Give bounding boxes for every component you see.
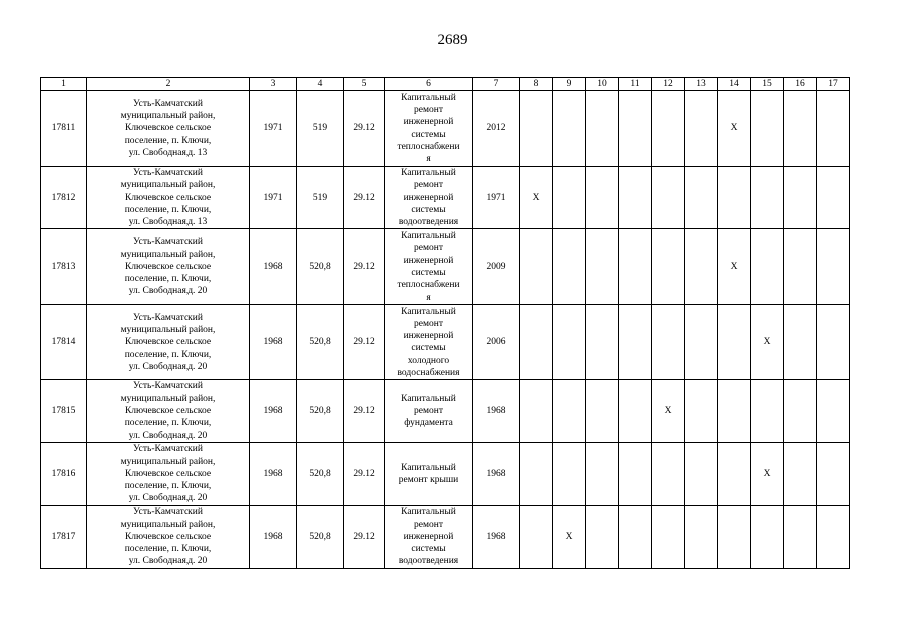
column-number: 3 [250, 78, 297, 91]
address-line: поселение, п. Ключи, [124, 135, 212, 146]
mark-cell [520, 442, 553, 505]
year-repair-cell: 1968 [473, 380, 520, 442]
mark-cell [685, 229, 718, 305]
mark-cell [817, 229, 850, 305]
address-line: Усть-Камчатский [133, 507, 203, 518]
address-line: поселение, п. Ключи, [124, 204, 212, 215]
address-line: Ключевское сельское [124, 261, 212, 272]
work-type-line: водоотведения [398, 556, 459, 567]
address-line: поселение, п. Ключи, [124, 274, 212, 285]
area-cell: 519 [297, 91, 344, 167]
date-cell: 29.12 [344, 91, 385, 167]
table-row [41, 91, 850, 167]
work-type-line: Капитальный [401, 462, 456, 473]
work-type-line: инженерной [403, 255, 454, 266]
work-type-line: теплоснабжени [397, 280, 460, 291]
mark-cell [586, 305, 619, 380]
column-number: 16 [784, 78, 817, 91]
work-type-line: системы [411, 343, 446, 354]
work-type-line: Капитальный [401, 92, 456, 103]
year-built-cell: 1968 [250, 305, 297, 380]
register-table [40, 77, 850, 569]
mark-cell [718, 442, 751, 505]
mark-cell [784, 167, 817, 229]
column-number-row [41, 78, 850, 91]
table-row [41, 442, 850, 505]
address-line: ул. Свободная,д. 20 [128, 493, 208, 504]
work-type-cell [385, 167, 473, 229]
work-type-line: ремонт [414, 104, 443, 115]
mark-cell [718, 305, 751, 380]
year-repair-cell: 2006 [473, 305, 520, 380]
mark-cell [751, 91, 784, 167]
mark-cell [586, 229, 619, 305]
date-cell: 29.12 [344, 167, 385, 229]
work-type-line: ремонт крыши [398, 474, 459, 485]
mark-cell [652, 91, 685, 167]
row-id-cell: 17815 [41, 380, 87, 442]
mark-cell [553, 167, 586, 229]
area-cell: 520,8 [297, 229, 344, 305]
address-cell [87, 380, 250, 442]
mark-cell: X [751, 442, 784, 505]
mark-cell [619, 91, 652, 167]
work-type-line: холодного [407, 355, 450, 366]
mark-cell [784, 229, 817, 305]
mark-cell [718, 505, 751, 568]
area-cell: 520,8 [297, 442, 344, 505]
address-line: Усть-Камчатский [133, 381, 203, 392]
mark-cell [619, 442, 652, 505]
area-cell: 520,8 [297, 380, 344, 442]
work-type-line: Капитальный [401, 507, 456, 518]
address-line: муниципальный район, [120, 249, 216, 260]
column-number: 1 [41, 78, 87, 91]
mark-cell [553, 91, 586, 167]
column-number: 8 [520, 78, 553, 91]
work-type-line: Капитальный [401, 168, 456, 178]
mark-cell [652, 305, 685, 380]
work-type-line: ремонт [414, 243, 443, 254]
column-number: 6 [385, 78, 473, 91]
work-type-line: ремонт [414, 318, 443, 329]
work-type-cell [385, 305, 473, 380]
mark-cell [784, 505, 817, 568]
column-number: 5 [344, 78, 385, 91]
address-line: ул. Свободная,д. 13 [128, 217, 208, 228]
address-cell [87, 229, 250, 305]
date-cell: 29.12 [344, 442, 385, 505]
row-id-cell: 17813 [41, 229, 87, 305]
work-type-line: я [426, 154, 431, 165]
address-line: Ключевское сельское [124, 468, 212, 479]
address-line: поселение, п. Ключи, [124, 481, 212, 492]
date-cell: 29.12 [344, 305, 385, 380]
mark-cell [586, 442, 619, 505]
row-id-cell: 17817 [41, 505, 87, 568]
mark-cell [685, 91, 718, 167]
work-type-line: я [426, 292, 431, 303]
address-line: Усть-Камчатский [133, 98, 203, 109]
date-cell: 29.12 [344, 505, 385, 568]
mark-cell [619, 167, 652, 229]
area-cell: 520,8 [297, 305, 344, 380]
address-cell [87, 167, 250, 229]
row-id-cell: 17811 [41, 91, 87, 167]
work-type-line: Капитальный [401, 393, 456, 404]
column-number: 10 [586, 78, 619, 91]
year-repair-cell: 1968 [473, 505, 520, 568]
column-number: 14 [718, 78, 751, 91]
year-repair-cell: 2009 [473, 229, 520, 305]
year-repair-cell: 2012 [473, 91, 520, 167]
work-type-line: Капитальный [401, 231, 456, 242]
work-type-line: системы [411, 544, 446, 555]
address-line: Ключевское сельское [124, 192, 212, 203]
address-cell [87, 91, 250, 167]
address-line: ул. Свободная,д. 13 [128, 147, 208, 158]
mark-cell: X [652, 380, 685, 442]
mark-cell [685, 380, 718, 442]
mark-cell [817, 505, 850, 568]
address-cell [87, 505, 250, 568]
address-line: поселение, п. Ключи, [124, 544, 212, 555]
mark-cell [652, 505, 685, 568]
year-built-cell: 1968 [250, 505, 297, 568]
table-row [41, 167, 850, 229]
mark-cell [817, 442, 850, 505]
work-type-line: инженерной [403, 531, 454, 542]
table-row [41, 505, 850, 568]
address-line: Усть-Камчатский [133, 237, 203, 248]
mark-cell [520, 305, 553, 380]
address-line: Усть-Камчатский [133, 444, 203, 455]
area-cell: 520,8 [297, 505, 344, 568]
mark-cell [751, 505, 784, 568]
mark-cell [553, 442, 586, 505]
work-type-cell [385, 91, 473, 167]
work-type-cell [385, 229, 473, 305]
mark-cell [784, 442, 817, 505]
mark-cell [586, 505, 619, 568]
mark-cell [685, 505, 718, 568]
address-line: ул. Свободная,д. 20 [128, 286, 208, 297]
mark-cell: X [751, 305, 784, 380]
mark-cell [619, 505, 652, 568]
address-line: ул. Свободная,д. 20 [128, 556, 208, 567]
mark-cell [652, 442, 685, 505]
mark-cell [751, 167, 784, 229]
mark-cell [652, 167, 685, 229]
mark-cell [784, 305, 817, 380]
mark-cell [553, 380, 586, 442]
work-type-line: ремонт [414, 180, 443, 191]
address-line: муниципальный район, [120, 325, 216, 336]
work-type-line: водоотведения [398, 217, 459, 228]
mark-cell [520, 380, 553, 442]
column-number: 7 [473, 78, 520, 91]
year-repair-cell: 1971 [473, 167, 520, 229]
address-line: Усть-Камчатский [133, 312, 203, 323]
mark-cell: X [520, 167, 553, 229]
address-line: муниципальный район, [120, 519, 216, 530]
column-number: 17 [817, 78, 850, 91]
address-line: муниципальный район, [120, 111, 216, 122]
work-type-line: ремонт [414, 519, 443, 530]
work-type-line: фундамента [404, 418, 453, 429]
address-line: Ключевское сельское [124, 123, 212, 134]
mark-cell [718, 167, 751, 229]
work-type-line: системы [411, 129, 446, 140]
work-type-line: системы [411, 204, 446, 215]
table-row [41, 229, 850, 305]
mark-cell [586, 380, 619, 442]
mark-cell [619, 380, 652, 442]
mark-cell [520, 229, 553, 305]
mark-cell [817, 167, 850, 229]
address-line: муниципальный район, [120, 456, 216, 467]
work-type-line: инженерной [403, 331, 454, 342]
date-cell: 29.12 [344, 229, 385, 305]
mark-cell [784, 91, 817, 167]
mark-cell [652, 229, 685, 305]
work-type-cell [385, 442, 473, 505]
mark-cell: X [718, 91, 751, 167]
mark-cell [685, 305, 718, 380]
address-line: муниципальный район, [120, 393, 216, 404]
mark-cell: X [718, 229, 751, 305]
mark-cell [817, 380, 850, 442]
mark-cell [817, 305, 850, 380]
address-line: ул. Свободная,д. 20 [128, 430, 208, 441]
mark-cell [817, 91, 850, 167]
column-number: 4 [297, 78, 344, 91]
mark-cell [784, 380, 817, 442]
mark-cell [586, 91, 619, 167]
address-line: Ключевское сельское [124, 337, 212, 348]
address-line: муниципальный район, [120, 180, 216, 191]
work-type-line: системы [411, 267, 446, 278]
column-number: 2 [87, 78, 250, 91]
row-id-cell: 17814 [41, 305, 87, 380]
year-repair-cell: 1968 [473, 442, 520, 505]
work-type-line: ремонт [414, 406, 443, 417]
mark-cell [520, 91, 553, 167]
column-number: 15 [751, 78, 784, 91]
mark-cell [619, 229, 652, 305]
address-line: Ключевское сельское [124, 531, 212, 542]
page-number: 2689 [437, 32, 468, 48]
mark-cell [553, 229, 586, 305]
work-type-line: теплоснабжени [397, 141, 460, 152]
table-row [41, 305, 850, 380]
date-cell: 29.12 [344, 380, 385, 442]
address-cell [87, 442, 250, 505]
row-id-cell: 17816 [41, 442, 87, 505]
table-row [41, 380, 850, 442]
mark-cell [586, 167, 619, 229]
mark-cell [751, 229, 784, 305]
row-id-cell: 17812 [41, 167, 87, 229]
work-type-line: Капитальный [401, 306, 456, 317]
address-line: поселение, п. Ключи, [124, 418, 212, 429]
mark-cell [520, 505, 553, 568]
work-type-cell [385, 505, 473, 568]
work-type-cell [385, 380, 473, 442]
year-built-cell: 1968 [250, 442, 297, 505]
work-type-line: инженерной [403, 192, 454, 203]
table-body [41, 78, 850, 569]
mark-cell [718, 380, 751, 442]
year-built-cell: 1968 [250, 229, 297, 305]
mark-cell [685, 167, 718, 229]
area-cell: 519 [297, 167, 344, 229]
year-built-cell: 1971 [250, 167, 297, 229]
address-line: поселение, п. Ключи, [124, 349, 212, 360]
year-built-cell: 1968 [250, 380, 297, 442]
mark-cell: X [553, 505, 586, 568]
column-number: 9 [553, 78, 586, 91]
column-number: 12 [652, 78, 685, 91]
work-type-line: инженерной [403, 117, 454, 128]
mark-cell [751, 380, 784, 442]
column-number: 11 [619, 78, 652, 91]
address-line: ул. Свободная,д. 20 [128, 361, 208, 372]
mark-cell [553, 305, 586, 380]
column-number: 13 [685, 78, 718, 91]
address-line: Усть-Камчатский [133, 168, 203, 178]
year-built-cell: 1971 [250, 91, 297, 167]
work-type-line: водоснабжения [397, 368, 460, 379]
mark-cell [685, 442, 718, 505]
mark-cell [619, 305, 652, 380]
address-line: Ключевское сельское [124, 406, 212, 417]
address-cell [87, 305, 250, 380]
